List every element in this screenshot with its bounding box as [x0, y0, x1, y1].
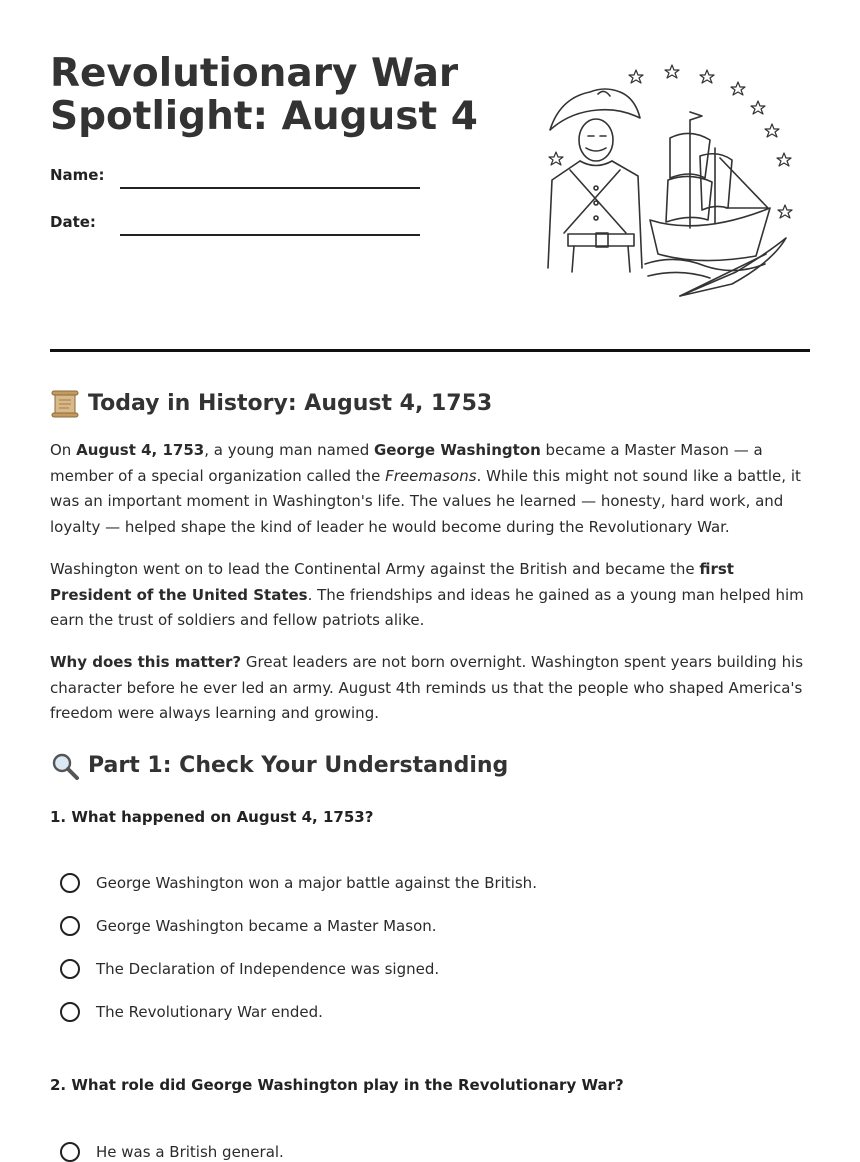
worksheet-title	[50, 52, 478, 138]
date-label: Date:	[50, 213, 96, 231]
scroll-icon	[50, 390, 80, 418]
date-line[interactable]	[120, 234, 420, 236]
radio-button[interactable]	[60, 959, 80, 979]
p1-date-bold: August 4, 1753	[76, 441, 205, 459]
part1-heading	[50, 752, 508, 780]
section-divider	[50, 349, 810, 352]
p1-text-2: , a young man named	[204, 441, 374, 459]
p1-text-1: On	[50, 441, 77, 459]
quill-icon	[680, 238, 786, 296]
history-heading-text: Today in History: August 4, 1753	[88, 391, 493, 416]
radio-button[interactable]	[60, 1142, 80, 1162]
p3-text-1: Great leaders are not born overnight. Washington spent years building his character before he ever led an army. August 4th reminds us that the people who shaped America's freedom were always learning and growing.	[50, 653, 804, 723]
part1-heading-text: Part 1: Check Your Understanding	[88, 753, 509, 778]
p3-why-bold: Why does this matter?	[50, 653, 242, 671]
question-2: 2. What role did George Washington play in the Revolutionary War?	[50, 1076, 624, 1094]
name-label: Name:	[50, 166, 105, 184]
q1-option-c-label: The Declaration of Independence was signed.	[96, 960, 440, 978]
p1-name-bold: George Washington	[374, 441, 541, 459]
q1-option-d-label: The Revolutionary War ended.	[96, 1003, 323, 1021]
history-paragraph-1	[50, 438, 820, 540]
soldier-figure	[548, 89, 642, 272]
q2-option-a-label: He was a British general.	[96, 1143, 284, 1161]
title-line-1: Revolutionary War	[50, 51, 459, 96]
history-paragraph-2	[50, 557, 820, 634]
radio-button[interactable]	[60, 1002, 80, 1022]
p2-text-1: Washington went on to lead the Continental Army against the British and became the	[50, 560, 700, 578]
p1-freemasons-italic: Freemasons	[385, 466, 477, 485]
history-heading	[50, 390, 492, 418]
p2-text-2: . The friendships and ideas he gained as a young man helped him earn the trust of soldiers and fellow patriots alike.	[50, 585, 804, 630]
q1-option-a[interactable]	[60, 873, 537, 893]
name-line[interactable]	[120, 187, 420, 189]
ship-drawing	[645, 112, 770, 278]
radio-button[interactable]	[60, 873, 80, 893]
history-paragraph-3	[50, 650, 820, 727]
magnifying-glass-icon	[50, 752, 80, 780]
q2-option-a[interactable]	[60, 1142, 284, 1162]
radio-button[interactable]	[60, 916, 80, 936]
question-1: 1. What happened on August 4, 1753?	[50, 808, 374, 826]
title-line-2: Spotlight: August 4	[50, 94, 478, 139]
q1-option-a-label: George Washington won a major battle against the British.	[96, 874, 537, 892]
q1-option-c[interactable]	[60, 959, 439, 979]
q1-option-d[interactable]	[60, 1002, 323, 1022]
p2-president-bold: first President of the United States	[50, 560, 734, 604]
q1-option-b[interactable]	[60, 916, 437, 936]
q1-option-b-label: George Washington became a Master Mason.	[96, 917, 437, 935]
revolutionary-illustration	[540, 58, 800, 303]
p1-text-4: . While this might not sound like a battle, it was an important moment in Washington's life. The values he learned — honesty, hard work, and loyalty — helped shape the kind of leader he would become during the Revolutionary War.	[50, 466, 801, 536]
p1-text-3: became a Master Mason — a member of a special organization called the	[50, 441, 763, 485]
